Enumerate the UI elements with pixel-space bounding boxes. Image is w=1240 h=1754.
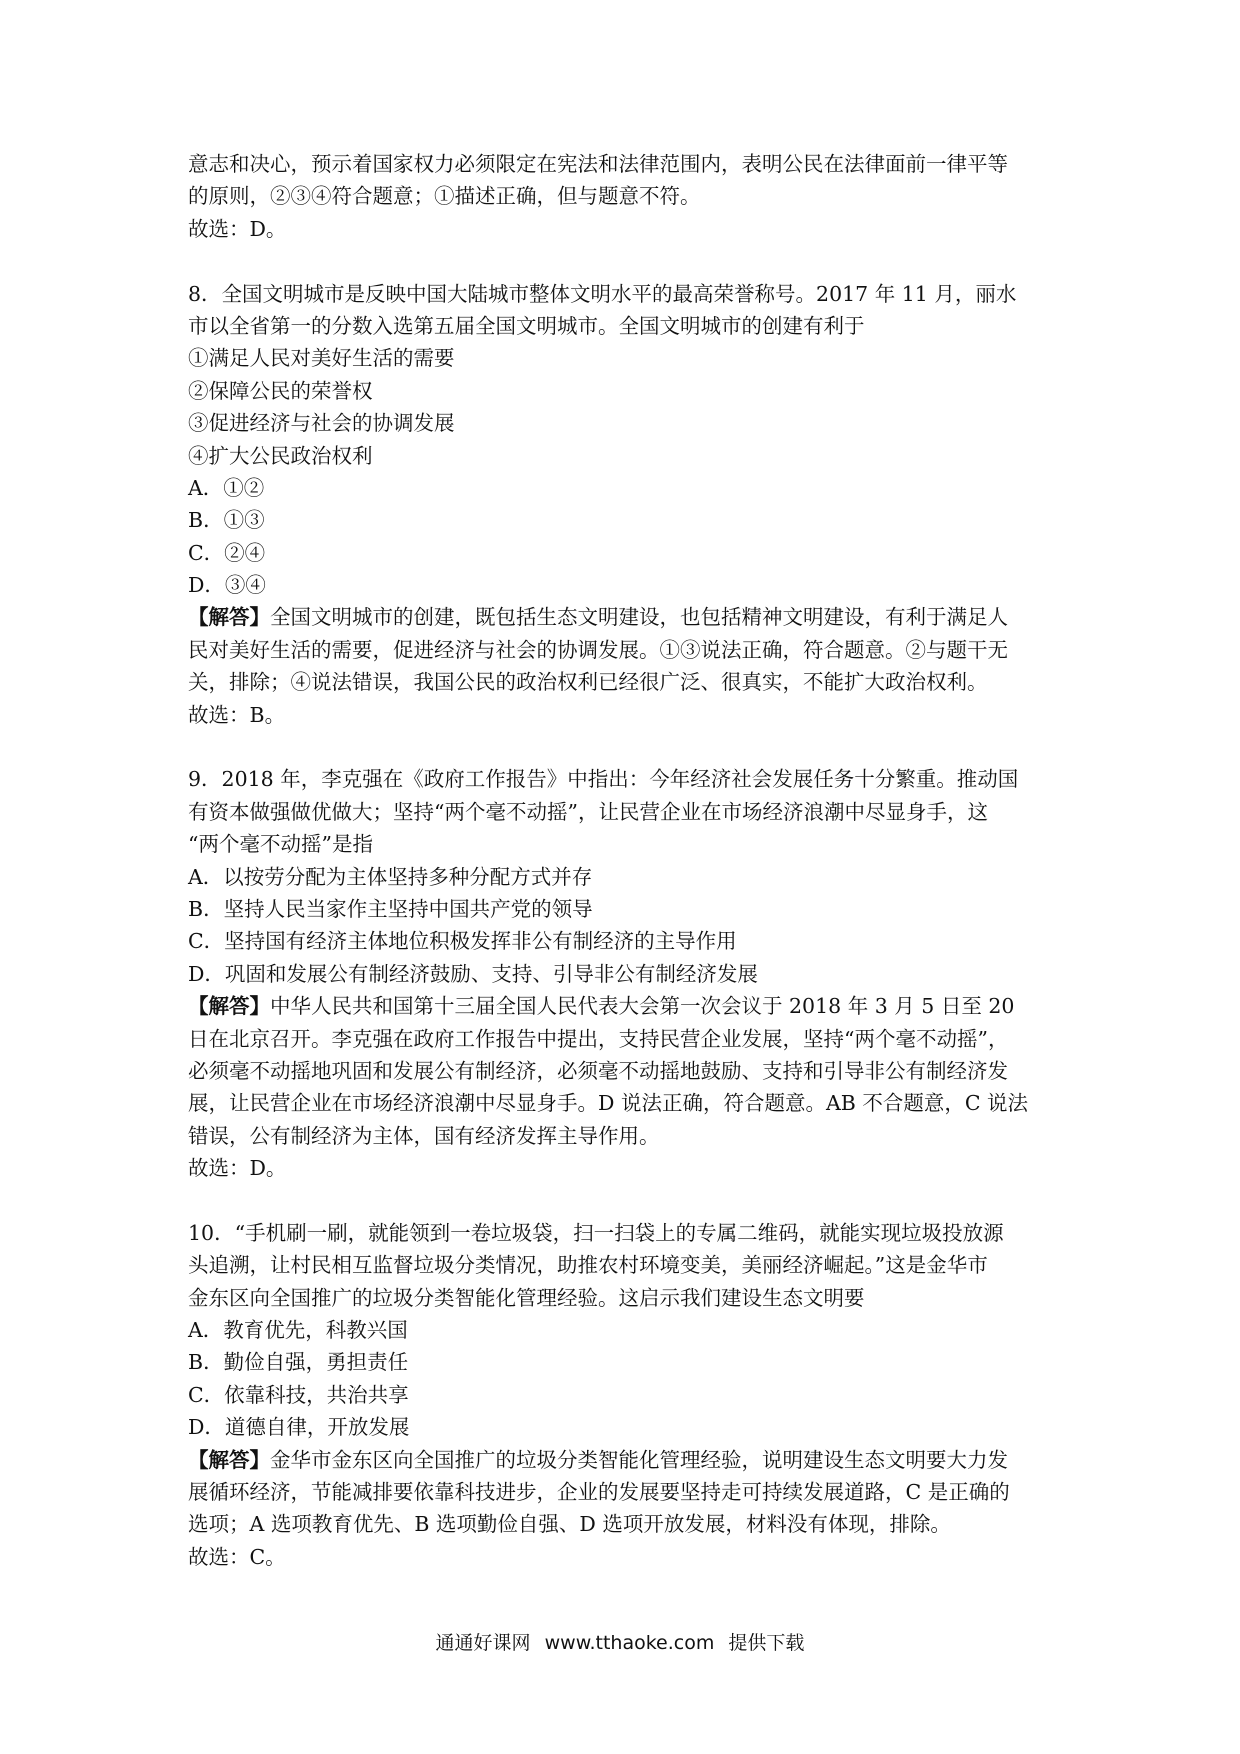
choice-line: 故选：D。 xyxy=(188,1156,287,1181)
text-line: 意志和决心，预示着国家权力必须限定在宪法和法律范围内，表明公民在法律面前一律平等 xyxy=(188,152,1008,176)
answer-line: 必须毫不动摇地巩固和发展公有制经济，必须毫不动摇地鼓励、支持和引导非公有制经济发 xyxy=(188,1058,1008,1083)
option-b: B．①③ xyxy=(188,508,265,533)
question-9 xyxy=(188,763,1068,1184)
answer-line: 展，让民营企业在市场经济浪潮中尽显身手。D 说法正确，符合题意。AB 不合题意，C 说法 xyxy=(188,1091,1029,1116)
statement-item: ①满足人民对美好生活的需要 xyxy=(188,346,455,371)
question-stem-line: 8．全国文明城市是反映中国大陆城市整体文明水平的最高荣誉称号。2017 年 11 月，丽水 xyxy=(188,281,1017,306)
footer-suffix: 提供下载 xyxy=(728,1632,805,1654)
question-stem-line: 10．“手机刷一刷，就能领到一卷垃圾袋，扫一扫袋上的专属二维码，就能实现垃圾投放源 xyxy=(188,1220,1004,1245)
option-a: A．教育优先，科教兴国 xyxy=(188,1318,408,1343)
option-d: D．③④ xyxy=(188,573,266,598)
statement-item: ④扩大公民政治权利 xyxy=(188,443,373,468)
footer-url-link[interactable]: www.tthaoke.com xyxy=(544,1632,715,1654)
option-d: D．巩固和发展公有制经济鼓励、支持、引导非公有制经济发展 xyxy=(188,961,758,986)
question-10 xyxy=(188,1217,1068,1573)
answer-line xyxy=(188,601,1068,633)
answer-line: 选项；A 选项教育优先、B 选项勤俭自强、D 选项开放发展，材料没有体现，排除。 xyxy=(188,1512,951,1537)
answer-line: 日在北京召开。李克强在政府工作报告中提出，支持民营企业发展，坚持“两个毫不动摇”， xyxy=(188,1026,1009,1051)
question-stem-line: 市以全省第一的分数入选第五届全国文明城市。全国文明城市的创建有利于 xyxy=(188,313,865,338)
intro-paragraph xyxy=(188,148,1068,245)
statement-item: ②保障公民的荣誉权 xyxy=(188,378,373,403)
option-a: A．①② xyxy=(188,475,265,500)
answer-line: 关，排除；④说法错误，我国公民的政治权利已经很广泛、很真实，不能扩大政治权利。 xyxy=(188,670,988,695)
option-d: D．道德自律，开放发展 xyxy=(188,1415,410,1440)
question-8 xyxy=(188,278,1068,731)
answer-line: 民对美好生活的需要，促进经济与社会的协调发展。①③说法正确，符合题意。②与题干无 xyxy=(188,637,1008,662)
choice-line: 故选：D。 xyxy=(188,216,287,241)
option-b: B．坚持人民当家作主坚持中国共产党的领导 xyxy=(188,896,593,921)
answer-label: 【解答】 xyxy=(188,1447,270,1472)
answer-line: 错误，公有制经济为主体，国有经济发挥主导作用。 xyxy=(188,1123,660,1148)
option-b: B．勤俭自强，勇担责任 xyxy=(188,1350,409,1375)
answer-line xyxy=(188,990,1068,1022)
option-a: A．以按劳分配为主体坚持多种分配方式并存 xyxy=(188,864,593,889)
question-stem-line: 9．2018 年，李克强在《政府工作报告》中指出：今年经济社会发展任务十分繁重。推动国 xyxy=(188,767,1019,792)
option-c: C．依靠科技，共治共享 xyxy=(188,1382,409,1407)
option-c: C．坚持国有经济主体地位积极发挥非公有制经济的主导作用 xyxy=(188,929,737,954)
answer-text: 金华市金东区向全国推广的垃圾分类智能化管理经验，说明建设生态文明要大力发 xyxy=(270,1447,1008,1472)
spacer xyxy=(188,731,1068,763)
answer-line xyxy=(188,1444,1068,1476)
choice-line: 故选：C。 xyxy=(188,1544,286,1569)
question-stem-line: 金东区向全国推广的垃圾分类智能化管理经验。这启示我们建设生态文明要 xyxy=(188,1285,865,1310)
option-c: C．②④ xyxy=(188,540,266,565)
footer-brand: 通通好课网 xyxy=(435,1632,531,1654)
statement-item: ③促进经济与社会的协调发展 xyxy=(188,411,455,436)
answer-text: 全国文明城市的创建，既包括生态文明建设，也包括精神文明建设，有利于满足人 xyxy=(270,605,1008,630)
answer-line: 展循环经济，节能减排要依靠科技进步，企业的发展要坚持走可持续发展道路，C 是正确的 xyxy=(188,1480,1010,1505)
question-stem-line: “两个毫不动摇”是指 xyxy=(188,832,373,857)
question-stem-line: 有资本做强做优做大；坚持“两个毫不动摇”，让民营企业在市场经济浪潮中尽显身手，这 xyxy=(188,799,988,824)
answer-label: 【解答】 xyxy=(188,605,270,630)
page-footer xyxy=(0,1628,1240,1655)
question-stem-line: 头追溯，让村民相互监督垃圾分类情况，助推农村环境变美，美丽经济崛起。”这是金华市 xyxy=(188,1253,988,1278)
spacer xyxy=(188,1185,1068,1217)
text-line: 的原则，②③④符合题意；①描述正确，但与题意不符。 xyxy=(188,184,701,209)
answer-text: 中华人民共和国第十三届全国人民代表大会第一次会议于 2018 年 3 月 5 日至 20 xyxy=(270,994,1015,1019)
spacer xyxy=(188,245,1068,277)
document-body xyxy=(188,148,1068,1573)
choice-line: 故选：B。 xyxy=(188,702,286,727)
answer-label: 【解答】 xyxy=(188,994,270,1019)
